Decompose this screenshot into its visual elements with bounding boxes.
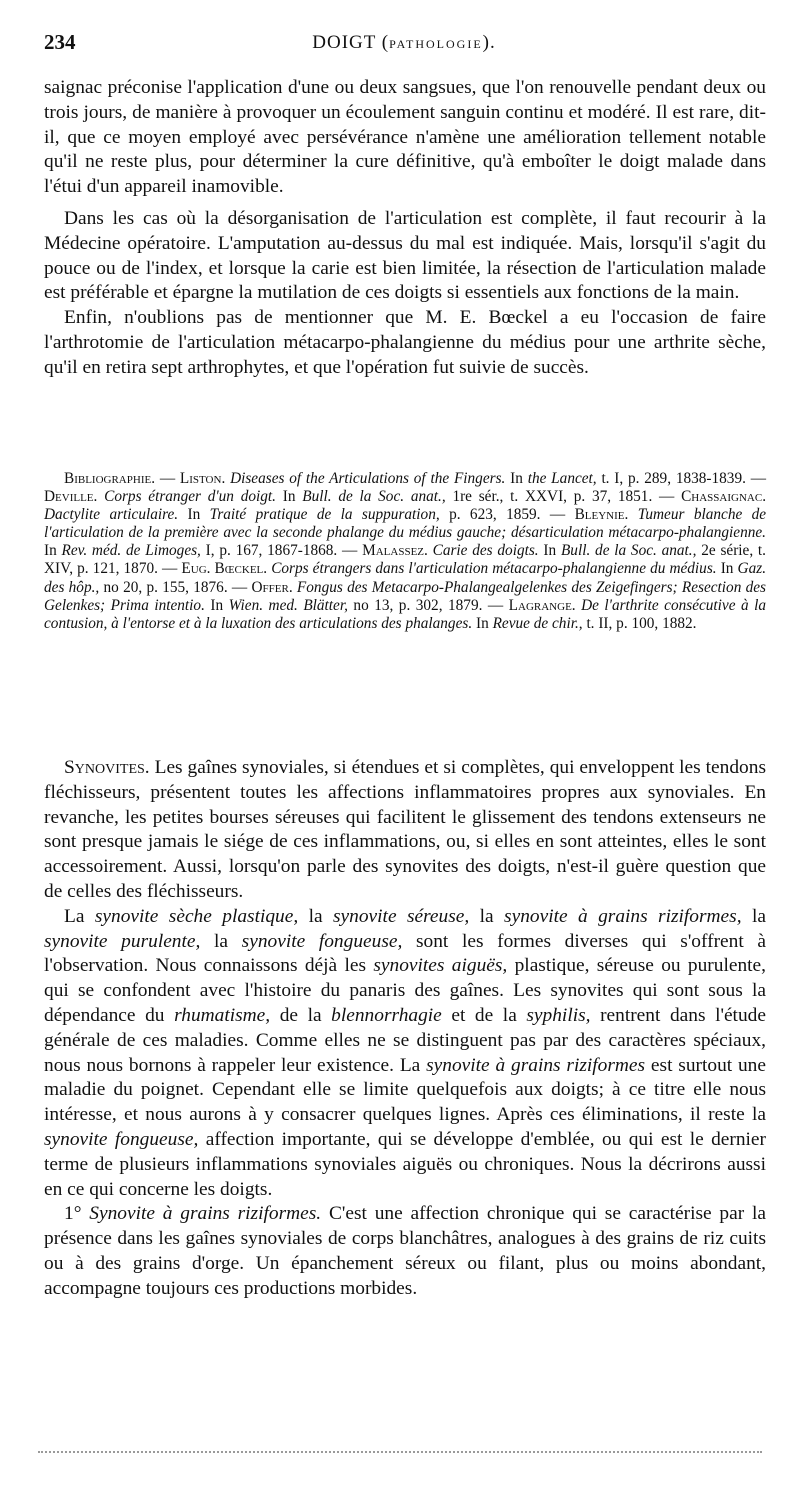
term-italic: synovite séreuse,: [333, 905, 470, 927]
ref-details: no 20, p. 155, 1876. —: [103, 578, 248, 596]
ref-title: De l'arthrite consécutive à la contusion, à l'entorse et à la luxation des articulations des phalanges.: [44, 596, 767, 632]
ref-author: Deville.: [44, 488, 98, 506]
term-italic: blennorrhagie: [331, 1004, 442, 1026]
ref-in: In: [44, 542, 57, 560]
paragraph-text: C'est une affection chronique qui se caractérise par la présence dans les gaînes synoviales de corps blanchâtres, analogues à des grains de riz cuits ou à des grains d'orge. Un épanchement séreux ou filant, plus ou moins abondant, accompagne toujours ces productions morbides.: [44, 1203, 766, 1299]
ref-in: In: [475, 614, 489, 632]
term-italic: rhumatisme,: [174, 1004, 271, 1026]
ref-in: In: [282, 488, 296, 506]
section-treatment: [44, 76, 766, 381]
ref-journal: Revue de chir.,: [492, 614, 583, 632]
ref-journal: Traité pratique de la suppuration,: [209, 506, 440, 524]
ref-journal: Bull. de la Soc. anat.,: [302, 488, 446, 506]
running-title-end: ).: [482, 32, 496, 53]
text-run: la: [308, 905, 323, 927]
ref-details: 1re sér., t. XXVI, p. 37, 1851. —: [452, 488, 675, 506]
term-italic: synovite fongueuse,: [241, 930, 403, 952]
ref-details: t. II, p. 100, 1882.: [586, 614, 697, 632]
paragraph-synovites-intro: [44, 756, 766, 905]
text-run: sont les formes diverses qui s'offrent à l'observation. Nous connaissons déjà les: [44, 930, 766, 977]
term-italic: syphilis,: [526, 1004, 591, 1026]
ref-details: no 13, p. 302, 1879. —: [353, 596, 504, 614]
running-title-sub: PATHOLOGIE: [389, 37, 483, 51]
page-number: 234: [44, 30, 76, 54]
ref-in: In: [543, 542, 557, 560]
ref-journal: Gaz. des hôp.,: [44, 560, 767, 596]
bibliography-text: Bibliographie. — Liston. Diseases of the Articulations of the Fingers. In the Lancet, t. I, p. 289, 1838-1839. — Deville. Corps étranger d'un doigt. In Bull. de la Soc. anat., 1re sér., t. XXVI, p. 37, 1851. — Chassaignac. Dactylite articulaire. In Traité pratique de la suppuration, p. 623, 1859. — Bleynie. Tumeur blanche de l'articulation de la première avec la seconde phalange du médius gauche; désarticulation métacarpo-phalangienne. In Rev. méd. de Limoges, I, p. 167, 1867-1868. — Malassez. Carie des doigts. In Bull. de la Soc. anat., 2e série, t. XIV, p. 121, 1870. — Eug. Bœckel. Corps étrangers dans l'articulation métacarpo-phalangienne du médius. In Gaz. des hôp., no 20, p. 155, 1876. — Offer. Fongus des Metacarpo-Phalangealgelenkes des Zeigefingers; Resection des Gelenkes; Prima intentio. In Wien. med. Blätter, no 13, p. 302, 1879. — Lagrange. De l'arthrite consécutive à la contusion, à l'entorse et à la luxation des articulations des phalanges. In Revue de chir., t. II, p. 100, 1882.: [44, 470, 767, 632]
ref-author: Lagrange.: [508, 596, 576, 614]
paragraph-text: Les gaînes synoviales, si étendues et si complètes, qui enveloppent les tendons fléchisseurs, présentent toutes les affections inflammatoires propres aux synoviales. En revanche, les petites bourses séreuses qui facilitent le glissement des tendons extenseurs ne sont presque jamais le siége de ces inflammations, ou, si elles en sont atteintes, elles le sont accessoirement. Aussi, lorsqu'on parle des synovites des doigts, n'est-il guère question que de celles des fléchisseurs.: [44, 757, 766, 902]
paragraph-synovite-forms: [44, 905, 766, 1203]
ref-title: Corps étranger d'un doigt.: [104, 488, 276, 506]
ref-journal: Wien. med. Blätter,: [228, 596, 348, 614]
running-title-main: DOIGT (: [312, 32, 390, 53]
ref-in: In: [187, 506, 201, 524]
term-italic: synovite purulente,: [44, 930, 201, 952]
section-synovites: [44, 756, 766, 1302]
text-run: et de la: [451, 1004, 517, 1026]
term-italic: synovite à grains riziformes: [426, 1054, 646, 1076]
paragraph-leeches: saignac préconise l'application d'une ou deux sangsues, que l'on renouvelle pendant deux ou trois jours, de manière à provoquer un écoulement sanguin continu et modéré. Il est rare, dit-il, que ce moyen employé avec persévérance n'amène une amélioration tellement notable qu'il ne reste plus, pour déterminer la cure définitive, qu'à emboîter le doigt malade dans l'étui d'un appareil inamovible.: [44, 77, 766, 198]
running-header: [44, 30, 764, 62]
text-run: affection importante, qui se développe d'emblée, ou qui est le dernier terme de plusieurs inflammations synoviales aiguës ou chroniques. Nous la décrirons aussi en ce qui concerne les doigts.: [44, 1128, 766, 1200]
bibliography: [44, 470, 766, 633]
term-italic: synovite sèche plastique,: [94, 905, 299, 927]
ref-in: In: [510, 470, 523, 487]
text-run: de la: [279, 1004, 322, 1026]
paragraph-operative: Dans les cas où la désorganisation de l'articulation est complète, il faut recourir à la Médecine opératoire. L'amputation au-dessus du mal est indiquée. Mais, lorsqu'il s'agit du pouce ou de l'index, et lorsque la carie est bien limitée, la résection de l'articulation malade est préférable et épargne la mutilation de ces doigts si essentiels aux fonctions de la main.: [44, 207, 766, 304]
text-run: La: [64, 905, 85, 927]
term-italic: synovite fongueuse,: [44, 1128, 199, 1150]
ref-journal: the Lancet,: [527, 470, 597, 487]
text-run: la: [479, 905, 494, 927]
text-run: plastique, séreuse ou purulente, qui se confondent avec l'histoire du panaris des gaînes. Les synovites qui sont sous la dépendance du: [44, 955, 766, 1026]
ref-title: Fongus des Metacarpo-Phalangealgelenkes des Zeigefingers; Resection des Gelenkes; Prima intentio.: [44, 578, 766, 614]
ref-title: Tumeur blanche de l'articulation de la première avec la seconde phalange du médius gauche; désarticulation métacarpo-phalangienne.: [44, 506, 767, 542]
text-run: rentrent dans l'étude générale de ces maladies. Comme elles ne se distinguent pas par des caractères spéciaux, nous nous bornons à rappeler leur existence. La: [44, 1004, 766, 1076]
text-run: est surtout une maladie du poignet. Cependant elle se limite quelquefois aux doigts; à ce titre elle nous intéresse, et nous aurons à y consacrer quelques lignes. Après ces éliminations, il reste la: [44, 1054, 766, 1126]
ref-author: Malassez.: [362, 542, 428, 560]
ref-details: t. I, p. 289, 1838-1839. —: [601, 470, 767, 487]
item-number: 1°: [64, 1203, 82, 1225]
paragraph-rice-grains: [44, 1202, 766, 1301]
section-heading: Synovites.: [64, 757, 150, 778]
running-title: [44, 32, 764, 54]
item-title: Synovite à grains riziformes.: [89, 1203, 322, 1225]
ref-title: Diseases of the Articulations of the Fingers.: [230, 470, 506, 487]
ref-author: Chassaignac.: [681, 488, 767, 506]
footer-dotted-rule: [38, 1451, 762, 1453]
ref-author: Offer.: [251, 578, 293, 596]
ref-in: In: [720, 560, 734, 578]
term-italic: synovites aiguës,: [373, 955, 508, 977]
ref-title: Corps étrangers dans l'articulation métacarpo-phalangienne du médius.: [271, 560, 717, 578]
text-run: la: [751, 905, 766, 927]
ref-in: In: [210, 596, 224, 614]
ref-title: Carie des doigts.: [432, 542, 539, 560]
term-italic: synovite à grains riziformes,: [504, 905, 742, 927]
text-run: la: [214, 930, 229, 952]
ref-details: p. 623, 1859. —: [449, 506, 566, 524]
ref-author: Liston.: [179, 470, 226, 487]
ref-author: Bleynie.: [574, 506, 629, 524]
paragraph-boeckel: Enfin, n'oublions pas de mentionner que M. E. Bœckel a eu l'occasion de faire l'arthrotomie de l'articulation métacarpo-phalangienne du médius pour une arthrite sèche, qu'il en retira sept arthrophytes, et que l'opération fut suivie de succès.: [44, 307, 766, 378]
ref-title: Dactylite articulaire.: [44, 506, 179, 524]
ref-author: Eug. Bœckel.: [181, 560, 268, 578]
ref-journal: Bull. de la Soc. anat.,: [560, 542, 697, 560]
bibliography-label: Bibliographie.: [64, 470, 156, 487]
ref-details: 2e série, t. XIV, p. 121, 1870. —: [44, 542, 767, 578]
ref-journal: Rev. méd. de Limoges,: [61, 542, 201, 560]
ref-details: I, p. 167, 1867-1868. —: [205, 542, 358, 560]
